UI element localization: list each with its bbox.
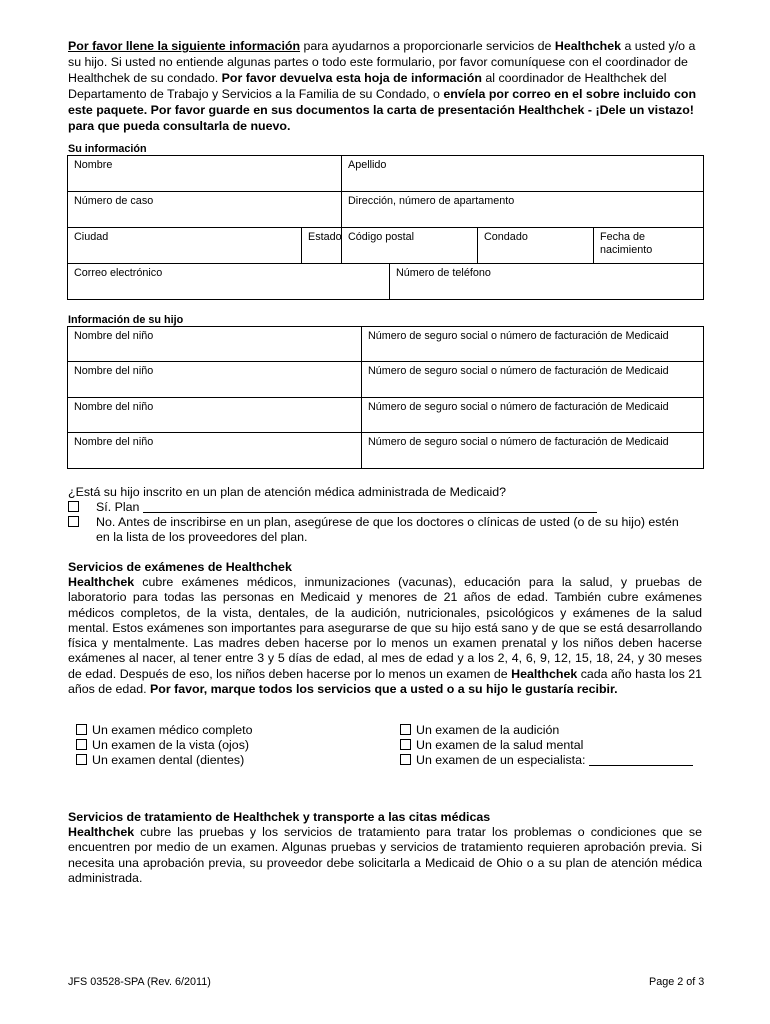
child-name-label: Nombre del niño (74, 401, 154, 413)
intro-bold-2: envíela por correo en el sobre incluido con este paquete. Por favor guarde en sus documentos la carta de presentación Healthchek - ¡Dele un vistazo! para que pueda consultarla de nuevo. (68, 87, 697, 133)
service-option (400, 738, 583, 753)
treatment-healthchek: Healthchek (68, 825, 135, 839)
service-option (400, 723, 559, 738)
correo-field[interactable] (68, 264, 390, 300)
service-label: Un examen de la salud mental (416, 738, 584, 752)
service-checkbox[interactable] (76, 739, 87, 750)
service-label: Un examen dental (dientes) (92, 753, 245, 767)
exam-services-paragraph (68, 575, 702, 697)
child-ssn-field[interactable] (362, 362, 704, 398)
service-checkbox[interactable] (400, 739, 411, 750)
child-ssn-label: Número de seguro social o número de facturación de Medicaid (368, 436, 669, 448)
child-info-table (67, 326, 704, 469)
service-label: Un examen de un especialista: (416, 753, 586, 767)
your-info-label: Su información (68, 143, 147, 155)
child-name-field[interactable] (68, 362, 362, 398)
intro-paragraph (68, 38, 702, 134)
child-name-label: Nombre del niño (74, 330, 154, 342)
child-ssn-label: Número de seguro social o número de facturación de Medicaid (368, 365, 669, 377)
service-checkbox[interactable] (400, 724, 411, 735)
service-label: Un examen médico completo (92, 723, 253, 737)
treatment-paragraph (68, 825, 702, 886)
service-option (76, 723, 252, 738)
child-name-label: Nombre del niño (74, 436, 154, 448)
intro-healthchek: Healthchek (554, 39, 622, 53)
correo-label: Correo electrónico (74, 267, 163, 279)
child-name-field[interactable] (68, 398, 362, 433)
medicaid-no-checkbox[interactable] (68, 516, 79, 527)
estado-label: Estado (308, 231, 342, 243)
fecha-nacimiento-label: Fecha de nacimiento (600, 231, 653, 256)
intro-text-3: al coordinador de Healthchek del Departamento de Trabajo y Servicios a la Familia de su Condado, o (68, 71, 667, 101)
medicaid-question: ¿Está su hijo inscrito en un plan de atención médica administrada de Medicaid? (68, 485, 507, 499)
page-number: Page 2 of 3 (649, 976, 705, 988)
plan-name-line[interactable] (143, 512, 597, 513)
service-checkbox[interactable] (76, 754, 87, 765)
exam-body: cubre exámenes médicos, inmunizaciones (vacunas), educación para la salud, y pruebas de laboratorio para todas las personas en Medicaid y menores de 21 años de edad. También cubre exámenes médicos completos, de la vista, dentales, de la audición, nutricionales, psicológicos y exámenes de la salud mental. Estos exámenes son importantes para asegurarse de que su hijo está sano y de que se está desarrollando física y mentalmente. Las madres deben hacerse por lo menos un examen prenatal y los niños deben hacerse exámenes al nacer, al tener entre 3 y 5 días de edad, al mes de edad y a los 2, 4, 6, 9, 12, 15, 18, 24, y 30 meses de edad. Después de eso, los niños deben hacerse por lo menos un examen de (68, 575, 702, 681)
form-id: JFS 03528-SPA (Rev. 6/2011) (68, 976, 211, 988)
medicaid-yes-label: Sí. Plan (96, 500, 140, 514)
child-ssn-label: Número de seguro social o número de facturación de Medicaid (368, 330, 669, 342)
telefono-field[interactable] (390, 264, 704, 300)
intro-text-1: para ayudarnos a proporcionarle servicios de (300, 39, 555, 53)
codigo-postal-label: Código postal (348, 231, 415, 243)
condado-label: Condado (484, 231, 528, 243)
service-option (76, 738, 249, 753)
specialist-line[interactable] (589, 765, 693, 766)
service-checkbox[interactable] (400, 754, 411, 765)
codigo-postal-field[interactable] (342, 228, 478, 264)
exam-healthchek-2: Healthchek (511, 666, 578, 681)
medicaid-no-label-1: No. Antes de inscribirse en un plan, asegúrese de que los doctores o clínicas de usted (o de su hijo) estén (96, 515, 679, 529)
intro-bold-1: Por favor devuelva esta hoja de información (221, 71, 482, 85)
intro-text-2: a usted y/o a su hijo. Si usted no entiende algunas partes o todo este formulario, por favor comuníquese con el coordinador de Healthchek de su condado. (68, 39, 696, 85)
service-option (76, 753, 244, 768)
direccion-label: Dirección, número de apartamento (348, 195, 515, 207)
child-ssn-field[interactable] (362, 398, 704, 433)
child-name-label: Nombre del niño (74, 365, 154, 377)
child-ssn-label: Número de seguro social o número de facturación de Medicaid (368, 401, 669, 413)
intro-lead: Por favor llene la siguiente información (68, 39, 301, 53)
service-label: Un examen de la audición (416, 723, 560, 737)
child-name-field[interactable] (68, 327, 362, 362)
medicaid-yes-checkbox[interactable] (68, 501, 79, 512)
medicaid-no-label-2: en la lista de los proveedores del plan. (96, 530, 308, 544)
exam-body-2: cada año hasta los 21 años de edad. (68, 666, 703, 697)
numero-caso-field[interactable] (68, 192, 342, 228)
nombre-field[interactable] (68, 156, 342, 192)
telefono-label: Número de teléfono (396, 267, 491, 279)
nombre-label: Nombre (74, 159, 113, 171)
child-name-field[interactable] (68, 433, 362, 469)
fecha-nacimiento-field[interactable] (594, 228, 704, 264)
child-ssn-field[interactable] (362, 327, 704, 362)
apellido-field[interactable] (342, 156, 704, 192)
estado-field[interactable] (302, 228, 342, 264)
ciudad-label: Ciudad (74, 231, 109, 243)
medicaid-no-row (68, 515, 679, 530)
exam-bold-end: Por favor, marque todos los servicios que a usted o a su hijo le gustaría recibir. (150, 682, 618, 697)
service-checkbox[interactable] (76, 724, 87, 735)
exam-services-heading: Servicios de exámenes de Healthchek (68, 560, 292, 574)
child-ssn-field[interactable] (362, 433, 704, 469)
direccion-field[interactable] (342, 192, 704, 228)
ciudad-field[interactable] (68, 228, 302, 264)
child-info-label: Información de su hijo (68, 314, 184, 326)
numero-caso-label: Número de caso (74, 195, 154, 207)
treatment-body: cubre las pruebas y los servicios de tratamiento para tratar los problemas o condiciones que se encuentren por medio de un examen. Algunas pruebas y servicios de tratamiento requieren aprobación previa. Si necesita una aprobación previa, su proveedor debe solicitarla a Medicaid de Ohio o a su plan de atención médica administrada. (68, 825, 702, 885)
service-option (400, 753, 693, 768)
your-info-table (67, 155, 704, 300)
medicaid-yes-row (68, 500, 597, 515)
service-label: Un examen de la vista (ojos) (92, 738, 250, 752)
exam-healthchek: Healthchek (68, 575, 135, 589)
apellido-label: Apellido (348, 159, 387, 171)
condado-field[interactable] (478, 228, 594, 264)
treatment-heading: Servicios de tratamiento de Healthchek y transporte a las citas médicas (68, 810, 491, 824)
